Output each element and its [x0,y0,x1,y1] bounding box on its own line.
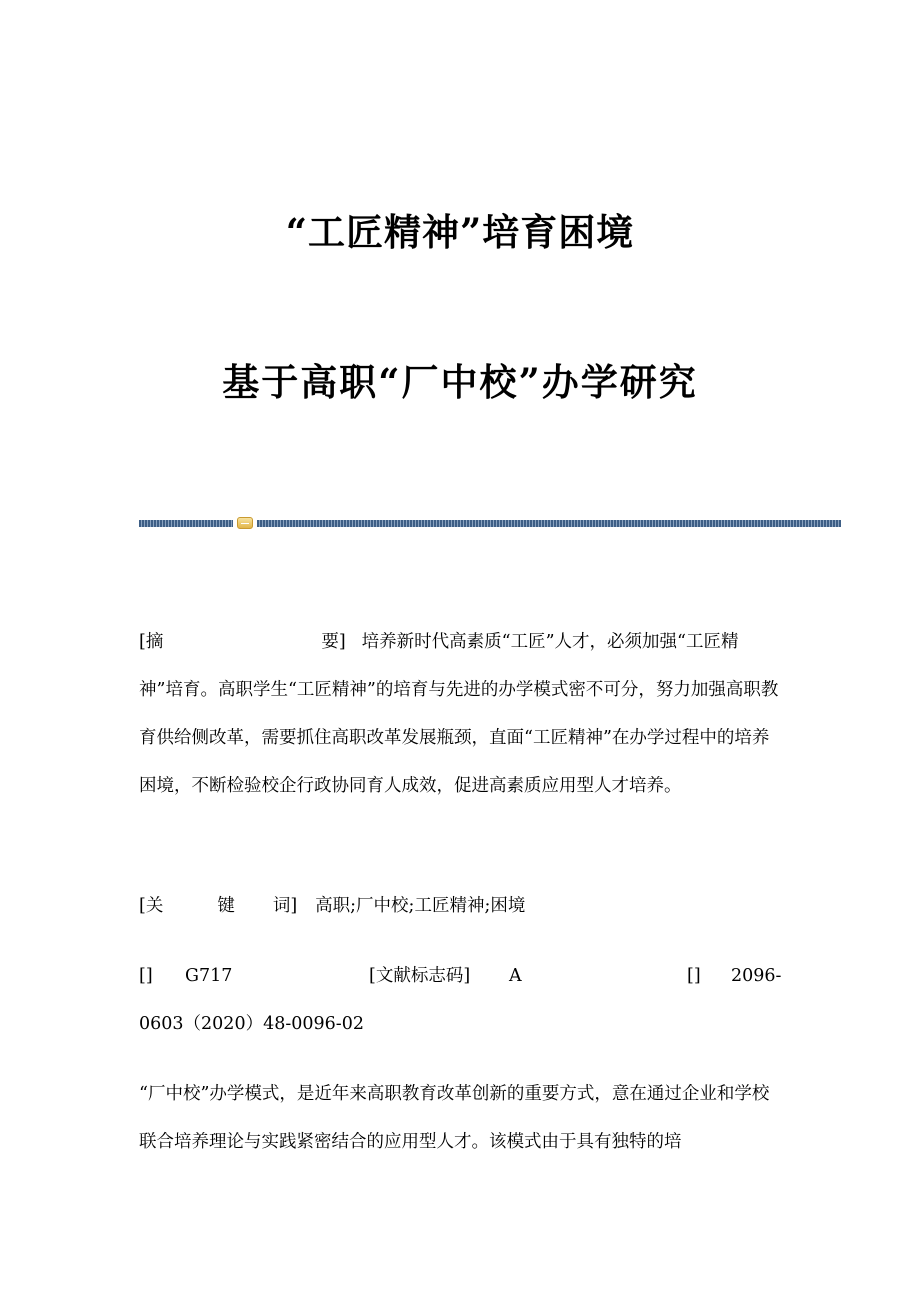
title-line-2: 基于高职“厂中校”办学研究 [222,360,698,404]
keywords-text: 高职;厂中校;工匠精神;困境 [315,896,526,916]
keywords-label-3: 词] [272,896,298,916]
article-value-line2: 0603（2020）48-0096-02 [139,1014,364,1034]
keywords [139,882,779,930]
abstract-label-open: [摘 [139,632,164,652]
decorative-divider [139,516,841,530]
divider-gem-icon [237,517,253,529]
article-label: [] [687,966,701,986]
divider-bar-left [139,520,233,527]
title-line-1: “工匠精神”培育困境 [285,210,635,254]
abstract-text: 培养新时代高素质“工匠”人才，必须加强“工匠精神”培育。高职学生“工匠精神”的培育与先进的办学模式密不可分，努力加强高职教育供给侧改革，需要抓住高职改革发展瓶颈，直面“工匠精神”在办学过程中的培养困境，不断检验校企行政协同育人成效，促进高素质应用型人才培养。 [139,632,779,796]
keywords-label-2: 键 [217,896,235,916]
abstract [139,618,779,810]
clc-value: G717 [185,966,233,986]
keywords-label-1: [关 [139,896,164,916]
doc-code-label: [文献标志码] [369,966,471,986]
abstract-label-close: 要] [321,632,346,652]
body-paragraph: “厂中校”办学模式，是近年来高职教育改革创新的重要方式，意在通过企业和学校联合培养理论与实践紧密结合的应用型人才。该模式由于具有独特的培 [139,1084,770,1152]
clc-label: [] [139,966,153,986]
article-value-line1: 2096- [731,966,782,986]
divider-bar-right [257,520,841,527]
doc-code-value: A [509,966,522,986]
meta-info [139,952,782,1048]
